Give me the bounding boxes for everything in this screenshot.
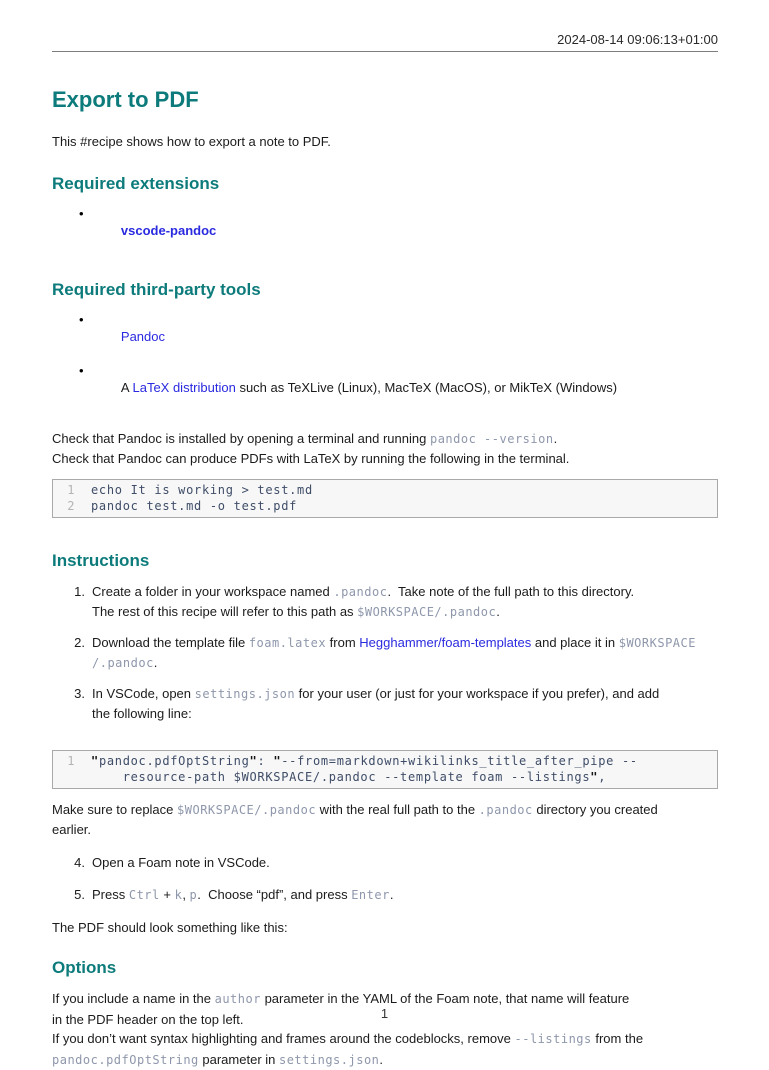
list-item-text (121, 223, 216, 238)
list-item-text (121, 329, 165, 344)
pdf-result-paragraph (52, 918, 718, 938)
inline-code: /.pandoc (92, 656, 154, 670)
list-item (52, 205, 718, 256)
instruction-step (52, 684, 718, 724)
text-segment: Check that Pandoc can produce PDFs with LaTeX by running the following in the terminal. (52, 451, 569, 466)
bullet-icon: • (79, 362, 84, 379)
line-number (53, 769, 75, 785)
link[interactable]: Hegghammer/foam-templates (359, 635, 531, 650)
text-segment: + (160, 887, 175, 902)
instruction-step (52, 885, 718, 906)
check-pandoc-paragraph (52, 429, 718, 469)
text-segment: In VSCode, open (92, 686, 195, 701)
instruction-step (52, 633, 718, 674)
code-text (75, 753, 638, 769)
step-line (92, 853, 718, 873)
text-segment: , (598, 770, 606, 784)
required-extensions-list (52, 205, 718, 256)
line-number: 1 (53, 482, 75, 498)
options-paragraph (52, 989, 718, 1070)
text-segment: . (154, 655, 158, 670)
section-heading-required-extensions: Required extensions (52, 174, 718, 194)
text-segment: A (121, 380, 133, 395)
step-number: 4. (52, 853, 85, 873)
text-segment: " (91, 754, 99, 768)
text-segment: Press (92, 887, 129, 902)
step-line (92, 684, 718, 705)
step-number: 5. (52, 885, 85, 905)
text-segment: with the real full path to the (316, 802, 479, 817)
text-segment: . Choose “pdf”, and press (197, 887, 351, 902)
link[interactable]: Pandoc (121, 329, 165, 344)
step-number: 2. (52, 633, 85, 653)
inline-code: p (190, 888, 198, 902)
text-segment: directory you created (533, 802, 658, 817)
inline-code: pandoc.pdfOptString (52, 1053, 199, 1067)
step-line (92, 885, 718, 906)
text-segment: resource-path $WORKSPACE/.pandoc --template foam --listings (91, 770, 590, 784)
inline-code: .pandoc (333, 585, 387, 599)
step-line (92, 653, 718, 674)
inline-code: --listings (515, 1032, 592, 1046)
text-segment: pandoc test.md -o test.pdf (91, 499, 297, 513)
text-segment: Open a Foam note in VSCode. (92, 855, 270, 870)
text-segment: . (379, 1052, 383, 1067)
text-segment: , (182, 887, 189, 902)
text-segment: from (326, 635, 359, 650)
list-item (52, 362, 718, 413)
text-segment: . Take note of the full path to this directory. (387, 584, 634, 599)
step-line (92, 602, 718, 623)
list-item (52, 311, 718, 362)
text-segment: and place it in (531, 635, 618, 650)
link[interactable]: vscode-pandoc (121, 223, 216, 238)
text-segment: . (554, 431, 558, 446)
page-header (52, 0, 718, 52)
inline-code: $WORKSPACE/.pandoc (177, 803, 316, 817)
text-segment: the following line: (92, 706, 192, 721)
text-segment: If you include a name in the (52, 991, 215, 1006)
inline-code: Ctrl (129, 888, 160, 902)
code-block-terminal-test (52, 479, 718, 518)
paragraph-line (52, 820, 718, 840)
paragraph-line (52, 449, 718, 469)
inline-code: k (175, 888, 183, 902)
paragraph-line (52, 1050, 718, 1070)
step-line (92, 633, 718, 654)
inline-code: settings.json (195, 687, 295, 701)
inline-code: pandoc --version (430, 432, 554, 446)
inline-code: Enter (351, 888, 390, 902)
text-segment: Download the template file (92, 635, 249, 650)
inline-code: author (215, 992, 261, 1006)
section-heading-instructions: Instructions (52, 551, 718, 571)
step-number: 3. (52, 684, 85, 704)
text-segment: The PDF should look something like this: (52, 920, 288, 935)
instruction-step (52, 853, 718, 873)
text-segment: in the PDF header on the top left. (52, 1012, 244, 1027)
text-segment: earlier. (52, 822, 91, 837)
section-heading-options: Options (52, 958, 718, 978)
step-number: 1. (52, 582, 85, 602)
page-content (52, 88, 718, 1070)
text-segment: --from=markdown+wikilinks_title_after_pipe -- (281, 754, 638, 768)
inline-code: .pandoc (479, 803, 533, 817)
inline-code: $WORKSPACE/.pandoc (357, 605, 496, 619)
step-line (92, 704, 718, 724)
text-segment: pandoc.pdfOptString (99, 754, 250, 768)
page-number: 1 (0, 1006, 769, 1021)
section-heading-required-tools: Required third-party tools (52, 280, 718, 300)
text-segment: " (590, 770, 598, 784)
paragraph-line (52, 429, 718, 450)
text-segment: . (390, 887, 394, 902)
text-segment: echo It is working > test.md (91, 483, 313, 497)
required-tools-list (52, 311, 718, 413)
replace-path-paragraph (52, 800, 718, 840)
code-block-settings-json (52, 750, 718, 789)
instruction-step (52, 582, 718, 623)
line-number: 2 (53, 498, 75, 514)
inline-code: settings.json (279, 1053, 379, 1067)
step-line (92, 582, 718, 603)
paragraph-line (52, 1029, 718, 1050)
link[interactable]: LaTeX distribution (132, 380, 235, 395)
text-segment: parameter in the YAML of the Foam note, that name will feature (261, 991, 629, 1006)
text-segment: Check that Pandoc is installed by opening a terminal and running (52, 431, 430, 446)
code-line (53, 753, 717, 769)
code-line (53, 769, 717, 785)
text-segment: from the (592, 1031, 643, 1046)
line-number: 1 (53, 753, 75, 769)
intro-paragraph (52, 132, 718, 152)
inline-code: $WORKSPACE (619, 636, 696, 650)
text-segment: " (250, 754, 258, 768)
header-date: 2024-08-14 09:06:13+01:00 (557, 32, 718, 47)
page-title: Export to PDF (52, 88, 718, 112)
text-segment: Create a folder in your workspace named (92, 584, 333, 599)
text-segment: Make sure to replace (52, 802, 177, 817)
text-segment: for your user (or just for your workspace if you prefer), and add (295, 686, 659, 701)
code-line (53, 482, 717, 498)
code-text (75, 498, 297, 514)
text-segment: If you don’t want syntax highlighting and frames around the codeblocks, remove (52, 1031, 515, 1046)
text-segment: The rest of this recipe will refer to this path as (92, 604, 357, 619)
bullet-icon: • (79, 311, 84, 328)
code-text (75, 482, 313, 498)
code-line (53, 498, 717, 514)
bullet-icon: • (79, 205, 84, 222)
paragraph-line (52, 800, 718, 821)
text-segment: : (257, 754, 273, 768)
code-text (75, 769, 606, 785)
text-segment: " (273, 754, 281, 768)
text-segment: . (496, 604, 500, 619)
text-segment: This #recipe shows how to export a note to PDF. (52, 134, 331, 149)
inline-code: foam.latex (249, 636, 326, 650)
list-item-text (121, 380, 617, 395)
text-segment: such as TeXLive (Linux), MacTeX (MacOS), or MikTeX (Windows) (236, 380, 617, 395)
text-segment: parameter in (199, 1052, 279, 1067)
